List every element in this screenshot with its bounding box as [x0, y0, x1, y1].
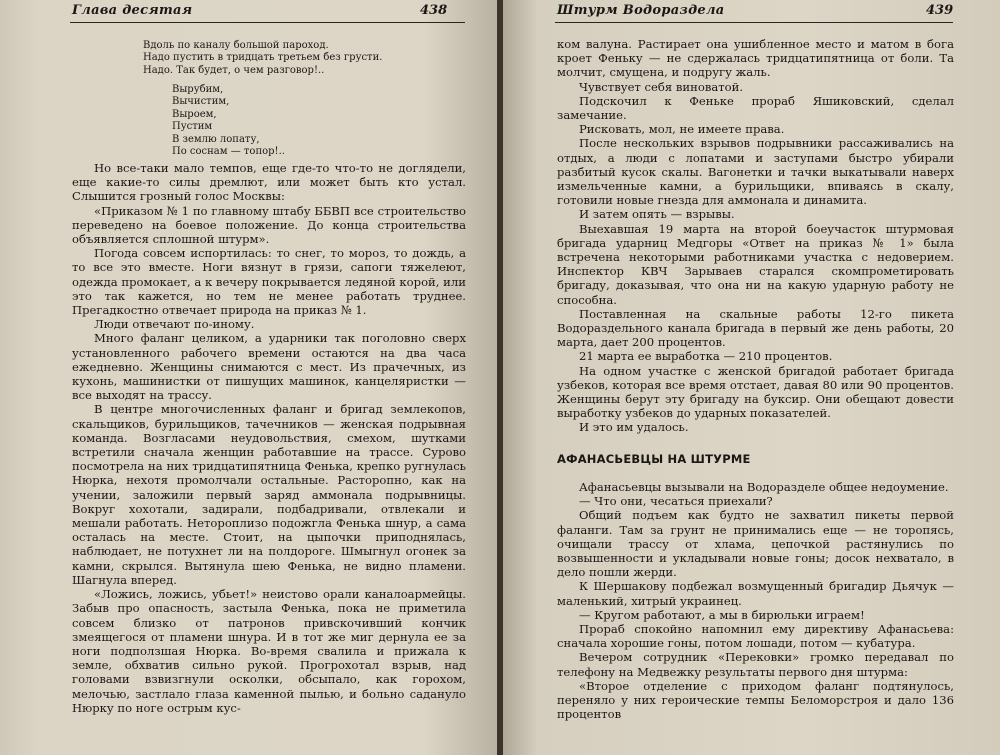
- verse-stanza-1: [143, 40, 382, 77]
- verse-line: Надо. Так будет, о чем разговор!..: [143, 64, 325, 76]
- left-header-rule: [70, 22, 465, 23]
- paragraph: Но все-таки мало темпов, еще где-то что-то не доглядели, еще какие-то силы дремлют, или может быть кто устал. Слышится грозный голос Москвы:: [72, 161, 466, 204]
- paragraph: «Второе отделение с приходом фаланг подтянулось, перенялo у них героические темпы Беломорстроя и дало 136 процентов: [557, 678, 954, 722]
- paragraph: Люди отвечают по-иному.: [94, 317, 255, 332]
- left-running-head: Глава десятая: [72, 3, 193, 18]
- paragraph: «Приказом № 1 по главному штабу ББВП все строительство переведено на боевое положение. До конца строительства объявляется сплошной штурм».: [72, 203, 466, 247]
- paragraph: — Кругом работают, а мы в бирюльки играем!: [579, 607, 865, 622]
- paragraph: Прораб спокойно напомнил ему директиву Афанасьева: сначала хорошие гоны, потом лошади, потом — кубатура.: [557, 621, 954, 651]
- paragraph: Подскочил к Феньке прораб Яшиковский, сделал замечание.: [557, 93, 954, 123]
- paragraph: В центре многочисленных фаланг и бригад землекопов, скальщиков, бурильщиков, тачечников — женская подрывная команда. Возгласами неудовольствия, смехом, шутками встретили сначала женщин работавшие на трассе. Сурово посмотрела на них тридцатипятница Фенька, крепко ругнулась Нюрка, нехотя промолчали остальные. Расторопно, как на учении, заложили первый заряд аммонала подрывницы. Вокруг хохотали, задирали, подбадривали, отвлекали и мешали работать. Нетороплизо подожгла Фенька шнур, а сама осталась на месте. Стоит, на цыпочки приподнялась, наблюдает, не потухнет ли на полдороге. Шмыгнул огонек за камни, скрылся. Вытянула шею Фенька, не видно пламени. Шагнула вперед.: [72, 402, 466, 587]
- right-page-number: 439: [926, 3, 954, 18]
- right-page: [503, 0, 1000, 755]
- paragraph: К Шершакову подбежал возмущенный бригадир Дьячук — маленький, хитрый украинец.: [557, 579, 954, 608]
- verse-line: В землю лопату,: [172, 133, 260, 145]
- verse-line: Вдоль по каналу большой пароход.: [143, 40, 329, 51]
- verse-line: Пустим: [172, 121, 213, 133]
- verse-line: Вычистим,: [172, 96, 230, 108]
- paragraph: На одном участке с женской бригадой работает бригада узбеков, которая все время отстает, давая 80 или 90 процентов. Женщины берут эту бригаду на буксир. Они обещают довести выработку узбеков до ударных показателей.: [557, 363, 954, 421]
- paragraph: И это им удалось.: [579, 420, 689, 435]
- paragraph: Афанасьевцы вызывали на Водоразделе общее недоумение.: [579, 479, 949, 494]
- paragraph: Вечером сотрудник «Перековки» громко передавал по телефону на Медвежку результаты первого дня штурма:: [557, 650, 954, 679]
- verse-line: Выроем,: [172, 108, 217, 120]
- paragraph: Выехавшая 19 марта на второй боеучасток штурмовая бригада ударниц Медгоры «Ответ на приказ № 1» была встречена некоторыми работниками участка с недоверием. Инспектор КВЧ Зарываев старался скомпрометировать бригаду, доказывая, что она ни на какую ударную работу не способна.: [557, 221, 954, 307]
- section-title: АФАНАСЬЕВЦЫ НА ШТУРМЕ: [557, 451, 751, 466]
- paragraph: Чувствует себя виноватой.: [579, 79, 744, 94]
- paragraph: «Ложись, ложись, убьет!» неистово орали каналоармейцы. Забыв про опасность, застыла Фенька, пока не приметила совсем близко от патронов привскочивший кончик змеящегося от пламени шнура. И в тот же миг дернула ее за ноги подползшая Нюрка. Во-время свалила и прижала к земле, обхватив сильно рукой. Прогрохотал взрыв, над головами взвизгнули осколки, обсыпало, как горохом, мелочью, застлало глаза каменной пылью, и больно садануло Нюрку по ноге острым кус-: [72, 587, 466, 715]
- paragraph: 21 марта ее выработка — 210 процентов.: [579, 349, 833, 364]
- verse-stanza-2: [172, 84, 285, 158]
- paragraph: И затем опять — взрывы.: [579, 207, 735, 222]
- verse-line: Надо пустить в тридцать третьем без грусти.: [143, 52, 383, 64]
- verse-line: По соснам — топор!..: [172, 146, 285, 158]
- right-running-head: Штурм Водораздела: [557, 3, 725, 18]
- paragraph: После нескольких взрывов подрывники рассаживались на отдых, а люди с лопатами и заступами быстро убирали разбитый кусок скалы. Вагонетки и тачки выкатывали наверх измельченные камни, а бурильщики, впиваясь в скалу, готовили новые гнезда для аммонала и динамита.: [557, 136, 954, 208]
- left-page-number: 438: [420, 3, 448, 18]
- right-body-text: [557, 37, 954, 721]
- paragraph: Рисковать, мол, не имеете права.: [579, 122, 785, 137]
- paragraph: Поставленная на скальные работы 12-го пикета Водораздельного канала бригада в первый же день работы, 20 марта, дает 200 процентов.: [557, 306, 954, 350]
- left-body-text: [72, 161, 466, 715]
- verse-line: Вырубим,: [172, 84, 224, 95]
- paragraph: Много фаланг целиком, а ударники так поголовно сверх установленного рабочего времени остаются на два часа ежедневно. Женщины снимаются с мест. Из прачечных, из кухонь, машинистки от пишущих машинок, канцеляристки — все выходят на трассу.: [72, 331, 466, 403]
- paragraph: ком валуна. Растирает она ушибленное место и матом в бога кроет Феньку — не сдержалась тридцатипятница от боли. Та молчит, смущена, и подругу жаль.: [557, 37, 954, 80]
- right-header-rule: [555, 22, 953, 23]
- left-page: [0, 0, 497, 755]
- paragraph: Общий подъем как будто не захватил пикеты первой фаланги. Там за грунт не принимались еще — не торопясь, очищали трассу от хлама, цепочкой растянулись по возвышенности и укладывали новые гоны; досок нехватало, в дело пошли жерди.: [557, 508, 954, 580]
- paragraph: — Что они, чесаться приехали?: [579, 494, 773, 509]
- paragraph: Погода совсем испортилась: то снег, то мороз, то дождь, а то все это вместе. Ноги вязнут в грязи, сапоги тяжелеют, одежда промокает, а к вечеру покрывается ледяной корой, или это так кажется, но тем не менее работать труднее. Прегадкостно отвечает природа на приказ № 1.: [72, 246, 466, 318]
